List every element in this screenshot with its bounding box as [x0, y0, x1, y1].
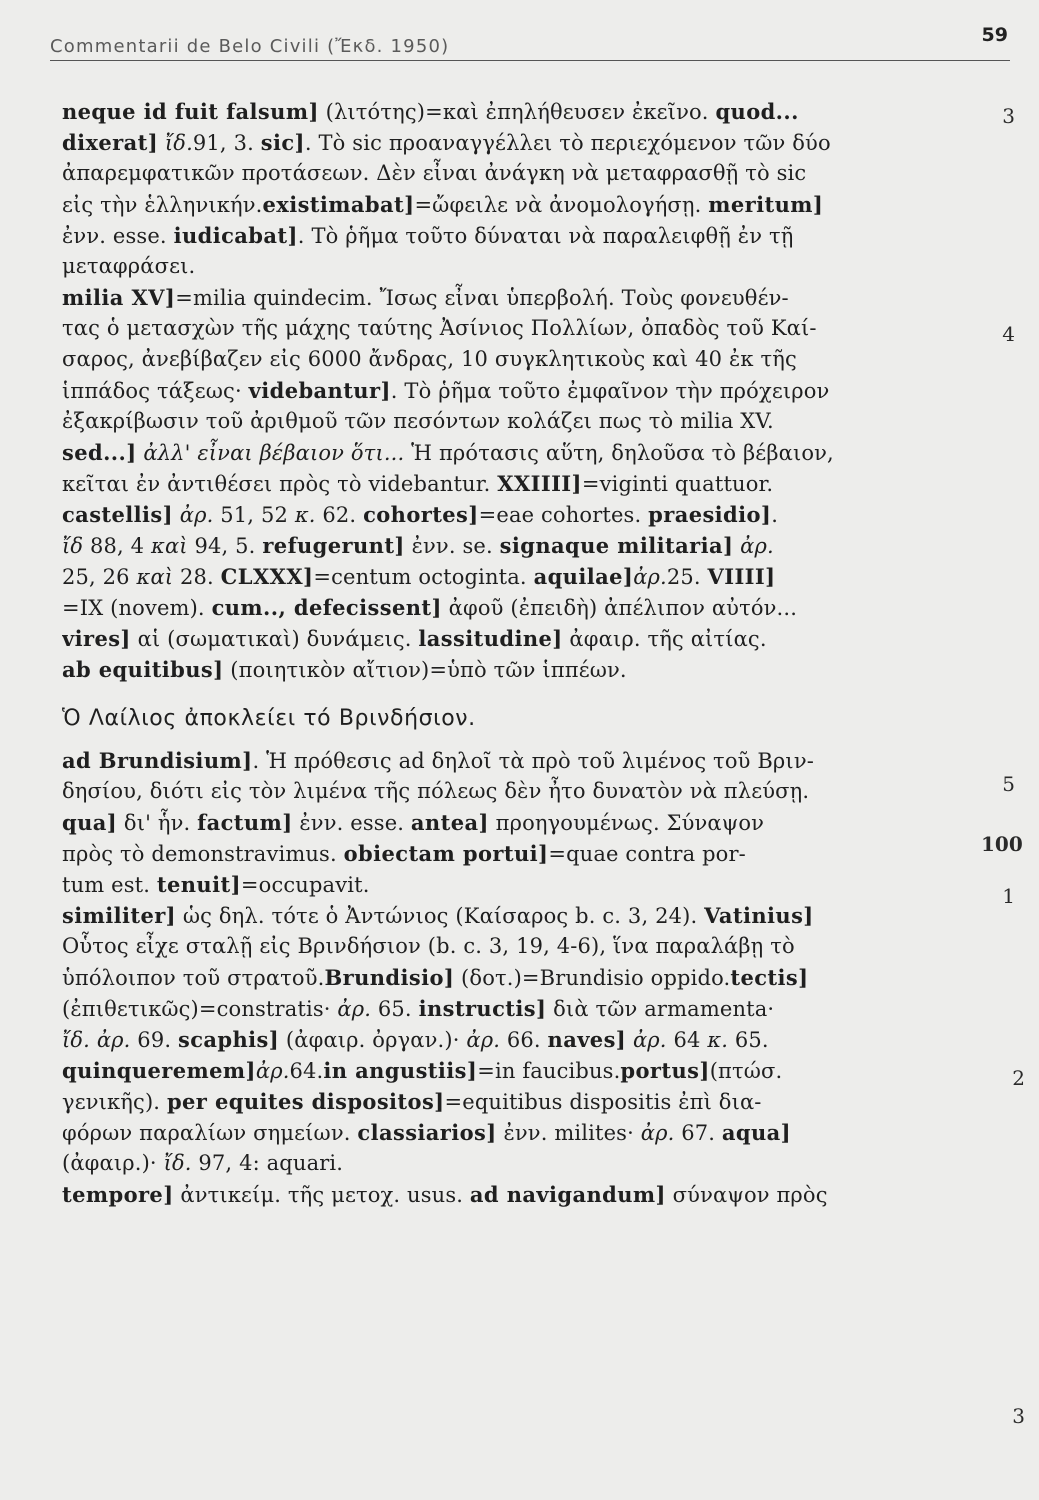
gloss: . [771, 503, 779, 527]
gloss: μεταφράσει. [62, 254, 196, 278]
lemma: cum.., defecissent] [211, 595, 442, 620]
text-line [62, 437, 962, 468]
abbreviation: καὶ [151, 534, 188, 558]
lemma: castellis] [62, 502, 173, 527]
gloss: (δοτ.)=Brundisio oppido. [454, 966, 731, 990]
lemma: Vatinius] [704, 903, 814, 928]
lemma: obiectam portui] [343, 841, 549, 866]
abbreviation: ἀρ. [633, 565, 667, 589]
text-line [62, 1117, 962, 1148]
abbreviation: καὶ [136, 565, 174, 589]
gloss: πρὸς τὸ demonstravimus. [62, 842, 344, 866]
text-line [62, 158, 962, 189]
lemma: tempore] [62, 1182, 174, 1207]
abbreviation: ἀρ. [632, 1028, 667, 1052]
text-line [62, 96, 962, 127]
abbreviation: ἴδ. [164, 131, 193, 155]
gloss: tum est. [62, 873, 157, 897]
gloss: ἐνν. esse. [292, 811, 411, 835]
lemma: sic] [260, 130, 305, 155]
gloss: =viginti quattuor. [581, 472, 774, 496]
gloss: αἱ (σωματικαὶ) δυνάμεις. [130, 627, 419, 651]
gloss: 94, 5. [187, 534, 263, 558]
gloss [626, 1028, 633, 1052]
gloss: 51, 52 [213, 503, 295, 527]
gloss: διὰ τῶν armamenta· [546, 997, 775, 1021]
commentary-body [62, 96, 962, 1210]
text-line [62, 189, 962, 220]
gloss: δι' ἧν. [117, 811, 198, 835]
lemma: ad Brundisium] [62, 748, 253, 773]
abbreviation: ἀρ. [740, 534, 774, 558]
text-line [62, 592, 962, 623]
abbreviation: ἀρ. [337, 997, 372, 1021]
text-line [62, 530, 962, 561]
text-line [62, 251, 962, 282]
lemma: praesidio] [648, 502, 772, 527]
gloss: 25, 26 [62, 565, 137, 589]
lemma: videbantur] [248, 378, 391, 403]
gloss: 64 [666, 1028, 708, 1052]
lemma: quinqueremem] [62, 1058, 256, 1083]
gloss: =IX (novem). [62, 596, 212, 620]
text-line [62, 993, 962, 1024]
text-line [62, 931, 962, 962]
gloss: εἰς τὴν ἑλληνικήν. [62, 193, 263, 217]
abbreviation: κ. [294, 503, 316, 527]
gloss: (πτώσ. [709, 1059, 783, 1083]
lemma: vires] [62, 626, 131, 651]
abbreviation: ἀρ. [179, 503, 214, 527]
gloss: . Τὸ sic προαναγγέλλει τὸ περιεχόμενον τῶν δύο [304, 131, 831, 155]
lemma: Brundisio] [324, 965, 455, 990]
lemma: existimabat] [262, 192, 415, 217]
page-number: 59 [981, 24, 1008, 46]
margin-number: 1 [1002, 884, 1015, 908]
text-line [62, 344, 962, 375]
gloss: (ἐπιθετικῶς)=constratis· [62, 997, 338, 1021]
gloss: 62. [315, 503, 364, 527]
lemma: neque id fuit falsum] [62, 99, 319, 124]
lemma: cohortes] [363, 502, 479, 527]
gloss: ἐνν. milites· [496, 1121, 641, 1145]
gloss: ἱππάδος τάξεως· [62, 379, 249, 403]
text-line [62, 282, 962, 313]
gloss: ἀπαρεμφατικῶν προτάσεων. Δὲν εἶναι ἀνάγκη νὰ μεταφρασθῇ τὸ sic [62, 161, 807, 185]
gloss: Ἡ πρότασις αὕτη, δηλοῦσα τὸ βέβαιον, [404, 441, 834, 465]
lemma: qua] [62, 810, 118, 835]
margin-number: 3 [1012, 1404, 1025, 1428]
gloss: ἐνν. esse. [62, 224, 174, 248]
gloss: (λιτότης)=καὶ ἐπηλήθευσεν ἐκεῖνο. [318, 100, 716, 124]
lemma: aquilae] [533, 564, 634, 589]
text-line [62, 654, 962, 685]
text-line [62, 962, 962, 993]
text-line [62, 838, 962, 869]
gloss: φόρων παραλίων σημείων. [62, 1121, 358, 1145]
gloss: =in faucibus. [477, 1059, 621, 1083]
gloss: =eae cohortes. [478, 503, 649, 527]
text-line [62, 623, 962, 654]
lemma: naves] [547, 1027, 627, 1052]
gloss: ὡς δηλ. τότε ὁ Ἀντώνιος (Καίσαρος b. c. 3, 24). [176, 904, 705, 928]
text-line [62, 561, 962, 592]
text-line [62, 1024, 962, 1055]
gloss: σύναψον πρὸς [665, 1183, 828, 1207]
text-line [62, 406, 962, 437]
abbreviation: ἀρ. [466, 1028, 501, 1052]
gloss: ὑπόλοιπον τοῦ στρατοῦ. [62, 966, 325, 990]
text-line [62, 745, 962, 776]
lemma: antea] [410, 810, 489, 835]
gloss: (ποιητικὸν αἴτιον)=ὑπὸ τῶν ἱππέων. [223, 658, 627, 682]
gloss: Οὗτος εἶχε σταλῇ εἰς Βρινδήσιον (b. c. 3, 19, 4-6), ἵνα παραλάβῃ τὸ [62, 934, 795, 958]
text-line [62, 900, 962, 931]
gloss: κεῖται ἐν ἀντιθέσει πρὸς τὸ videbantur. [62, 472, 498, 496]
lemma: XXIIII] [497, 471, 582, 496]
gloss: =occupavit. [240, 873, 370, 897]
margin-number: 3 [1002, 104, 1015, 128]
lemma: tenuit] [156, 872, 241, 897]
gloss: =quae contra por- [548, 842, 746, 866]
text-line [62, 1148, 962, 1179]
gloss: τας ὁ μετασχὼν τῆς μάχης ταύτης Ἀσίνιος Πολλίων, ὀπαδὸς τοῦ Καί- [62, 316, 817, 340]
abbreviation: ἴδ. ἀρ. [62, 1028, 131, 1052]
header-rule [50, 60, 1010, 61]
gloss: 67. [674, 1121, 722, 1145]
text-line [62, 127, 962, 158]
gloss: 66. [500, 1028, 548, 1052]
gloss: 64. [289, 1059, 324, 1083]
lemma: iudicabat] [173, 223, 298, 248]
text-line [62, 1179, 962, 1210]
margin-number: 4 [1002, 322, 1015, 346]
gloss: προηγουμένως. Σύναψον [488, 811, 765, 835]
gloss: 97, 4: aquari. [191, 1151, 344, 1175]
gloss: (ἀφαιρ.)· [62, 1151, 164, 1175]
margin-number: 2 [1012, 1066, 1025, 1090]
text-line [62, 1055, 962, 1086]
text-line [62, 776, 962, 807]
lemma: VIIII] [707, 564, 776, 589]
gloss: ἀφαιρ. τῆς αἰτίας. [562, 627, 767, 651]
running-title: Commentarii de Belo Civili (Ἔκδ. 1950) [50, 36, 450, 57]
lemma: CLXXX] [220, 564, 314, 589]
text-line [62, 313, 962, 344]
abbreviation: ἀλλ' εἶναι βέβαιον ὅτι... [143, 441, 405, 465]
gloss: σαρος, ἀνεβίβαζεν εἰς 6000 ἄνδρας, 10 συγκλητικοὺς καὶ 40 ἐκ τῆς [62, 347, 797, 371]
lemma: portus] [620, 1058, 710, 1083]
gloss: . Ἡ πρόθεσις ad δηλοῖ τὰ πρὸ τοῦ λιμένος τοῦ Βριν- [252, 749, 814, 773]
gloss: ἐξακρίβωσιν τοῦ ἀριθμοῦ τῶν πεσόντων κολάζει πως τὸ milia XV. [62, 409, 774, 433]
page-header [50, 24, 1010, 64]
lemma: aqua] [721, 1120, 792, 1145]
gloss: δησίου, διότι εἰς τὸν λιμένα τῆς πόλεως δὲν ἦτο δυνατὸν νὰ πλεύσῃ. [62, 779, 810, 803]
chapter-number: 100 [981, 832, 1023, 856]
lemma: in angustiis] [323, 1058, 478, 1083]
abbreviation: ἴδ. [163, 1151, 192, 1175]
abbreviation: ἴδ [62, 534, 84, 558]
gloss: ἀντικείμ. τῆς μετοχ. usus. [173, 1183, 470, 1207]
lemma: factum] [197, 810, 293, 835]
gloss: (ἀφαιρ. ὀργαν.)· [279, 1028, 467, 1052]
lemma: refugerunt] [262, 533, 405, 558]
gloss: ἐνν. se. [404, 534, 500, 558]
gloss: . Τὸ ῥῆμα τοῦτο δύναται νὰ παραλειφθῇ ἐν τῇ [297, 224, 794, 248]
lemma: per equites dispositos] [166, 1089, 445, 1114]
lemma: quod... [715, 99, 799, 124]
lemma: similiter] [62, 903, 177, 928]
lemma: milia XV] [62, 285, 176, 310]
text-line [62, 807, 962, 838]
text-line [62, 375, 962, 406]
gloss: . Τὸ ῥῆμα τοῦτο ἐμφαῖνον τὴν πρόχειρον [390, 379, 830, 403]
gloss: =milia quindecim. Ἴσως εἶναι ὑπερβολή. Τοὺς φονευθέν- [175, 286, 789, 310]
text-line [62, 1086, 962, 1117]
lemma: meritum] [708, 192, 824, 217]
gloss [173, 503, 180, 527]
gloss: γενικῆς). [62, 1090, 167, 1114]
lemma: scaphis] [177, 1027, 280, 1052]
lemma: sed...] [62, 440, 137, 465]
gloss: 25. [666, 565, 708, 589]
text-line [62, 220, 962, 251]
text-line [62, 869, 962, 900]
lemma: lassitudine] [418, 626, 563, 651]
gloss: =equitibus dispositis ἐπὶ δια- [444, 1090, 762, 1114]
abbreviation: ἀρ. [640, 1121, 675, 1145]
gloss: 28. [173, 565, 221, 589]
lemma: ad navigandum] [469, 1182, 666, 1207]
gloss: 91, 3. [192, 131, 261, 155]
gloss: =centum octoginta. [313, 565, 534, 589]
gloss: 65. [728, 1028, 769, 1052]
lemma: ab equitibus] [62, 657, 224, 682]
gloss [158, 131, 165, 155]
gloss: 65. [371, 997, 419, 1021]
lemma: signaque militaria] [499, 533, 734, 558]
lemma: classiarios] [357, 1120, 497, 1145]
lemma: dixerat] [62, 130, 159, 155]
margin-number: 5 [1002, 772, 1015, 796]
gloss: ἀφοῦ (ἐπειδὴ) ἀπέλιπον αὐτόν... [441, 596, 798, 620]
abbreviation: ἀρ. [255, 1059, 290, 1083]
gloss: 88, 4 [83, 534, 152, 558]
section-heading: Ὁ Λαίλιος ἀποκλείει τό Βρινδήσιον. [62, 706, 476, 731]
lemma: tectis] [730, 965, 809, 990]
text-line [62, 468, 962, 499]
abbreviation: κ. [707, 1028, 729, 1052]
lemma: instructis] [418, 996, 547, 1021]
text-line [62, 499, 962, 530]
gloss: =ὤφειλε νὰ ἀνομολογήσῃ. [414, 193, 709, 217]
gloss: 69. [130, 1028, 178, 1052]
